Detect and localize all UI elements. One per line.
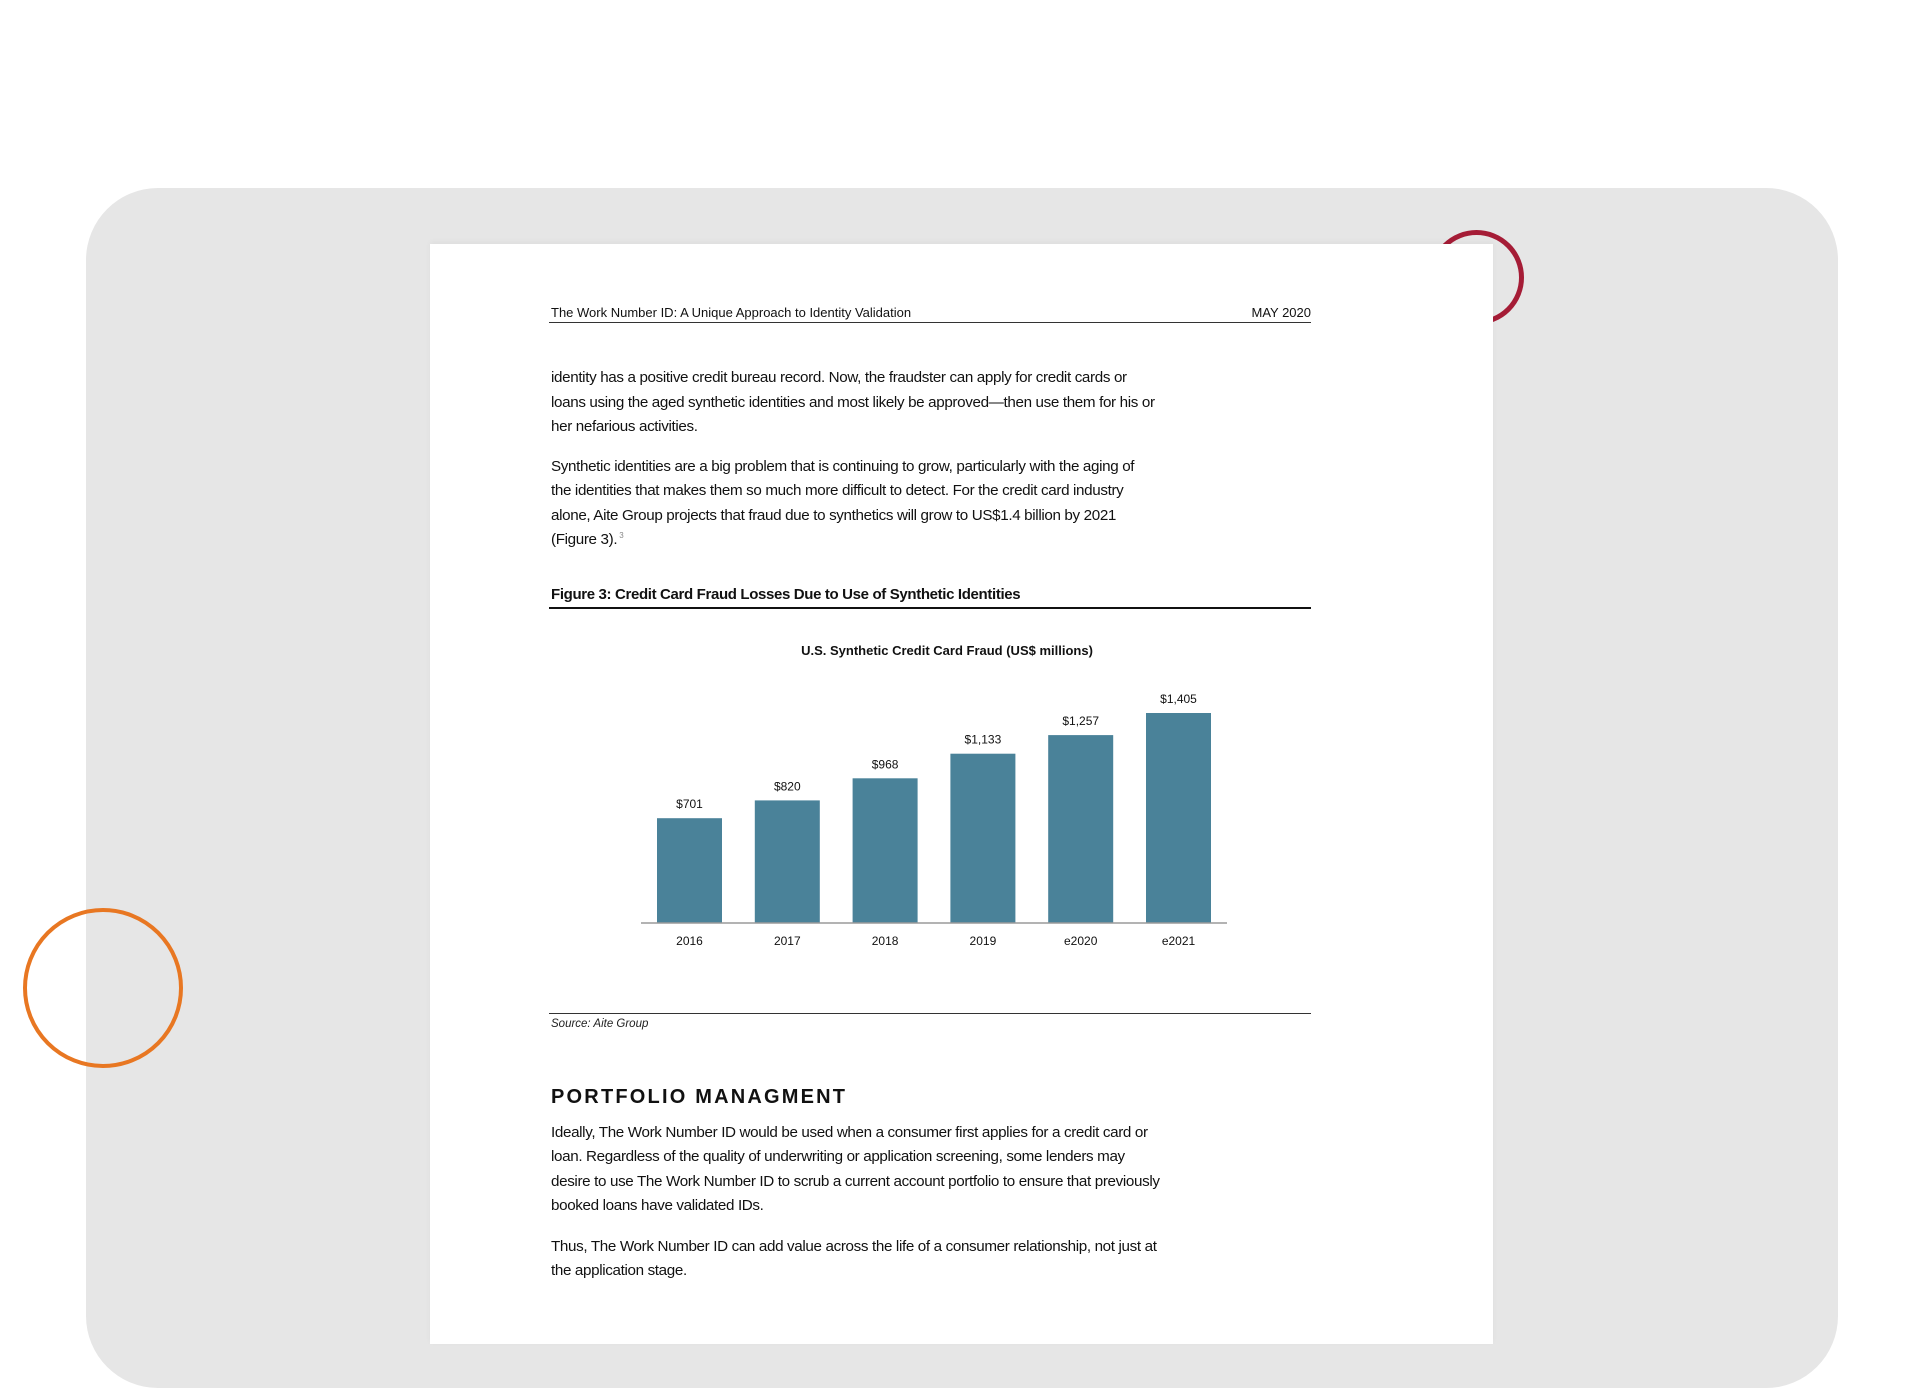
paragraph-3-line: Ideally, The Work Number ID would be used when a consumer first applies for a credit card or — [551, 1124, 1148, 1141]
data-label-e2020: $1,257 — [1062, 714, 1100, 729]
x-tick-label-2017: 2017 — [773, 934, 801, 948]
bar-2018 — [853, 778, 918, 923]
paragraph-3-line: loan. Regardless of the quality of underwriting or application screening, some lenders may — [551, 1148, 1125, 1165]
x-tick-label-2018: 2018 — [871, 934, 899, 948]
x-tick-label-2019: 2019 — [969, 934, 997, 948]
data-label-e2021: $1,405 — [1160, 692, 1197, 706]
paragraph-3-line: booked loans have validated IDs. — [551, 1197, 764, 1214]
x-tick-label-e2020: e2020 — [1064, 934, 1098, 948]
bar-2017 — [755, 800, 820, 923]
paragraph-1-line: loans using the aged synthetic identities and most likely be approved—then use them for his or — [551, 394, 1155, 411]
bar-2016 — [657, 818, 722, 923]
data-label-2016: $701 — [676, 797, 703, 812]
bar-e2020 — [1048, 735, 1113, 923]
paragraph-4-line: Thus, The Work Number ID can add value across the life of a consumer relationship, not just at — [551, 1238, 1157, 1255]
bar-2019 — [950, 754, 1015, 923]
paragraph-1-line: identity has a positive credit bureau record. Now, the fraudster can apply for credit cards or — [551, 369, 1127, 386]
footnote-marker[interactable]: 3 — [619, 531, 624, 540]
figure-source: Source: Aite Group — [551, 1018, 649, 1030]
paragraph-4-line: the application stage. — [551, 1262, 687, 1279]
figure-caption: Figure 3: Credit Card Fraud Losses Due to Use of Synthetic Identities — [551, 586, 1021, 603]
chart-title: U.S. Synthetic Credit Card Fraud (US$ millions) — [801, 643, 1093, 658]
data-label-2018: $968 — [871, 757, 899, 772]
data-label-2017: $820 — [773, 779, 801, 794]
data-label-2019: $1,133 — [964, 732, 1002, 747]
paragraph-3-line: desire to use The Work Number ID to scrub a current account portfolio to ensure that previously — [551, 1173, 1160, 1190]
paragraph-2-line: Synthetic identities are a big problem that is continuing to grow, particularly with the aging of — [551, 458, 1135, 475]
x-tick-label-e2021: e2021 — [1161, 934, 1196, 948]
paragraph-2-line: the identities that makes them so much more difficult to detect. For the credit card industry — [551, 482, 1124, 499]
document-header-title: The Work Number ID: A Unique Approach to Identity Validation — [551, 305, 912, 320]
bar-e2021 — [1146, 713, 1211, 923]
x-tick-label-2016: 2016 — [676, 934, 703, 948]
source-rule — [549, 1013, 1311, 1014]
paragraph-2-line: alone, Aite Group projects that fraud due to synthetics will grow to US$1.4 billion by 2021 — [551, 507, 1117, 524]
paragraph-2-last-text: (Figure 3). — [551, 531, 618, 549]
paragraph-1-line: her nefarious activities. — [551, 418, 698, 435]
section-heading: PORTFOLIO MANAGMENT — [551, 1086, 848, 1108]
document-header-date: MAY 2020 — [1251, 305, 1311, 320]
